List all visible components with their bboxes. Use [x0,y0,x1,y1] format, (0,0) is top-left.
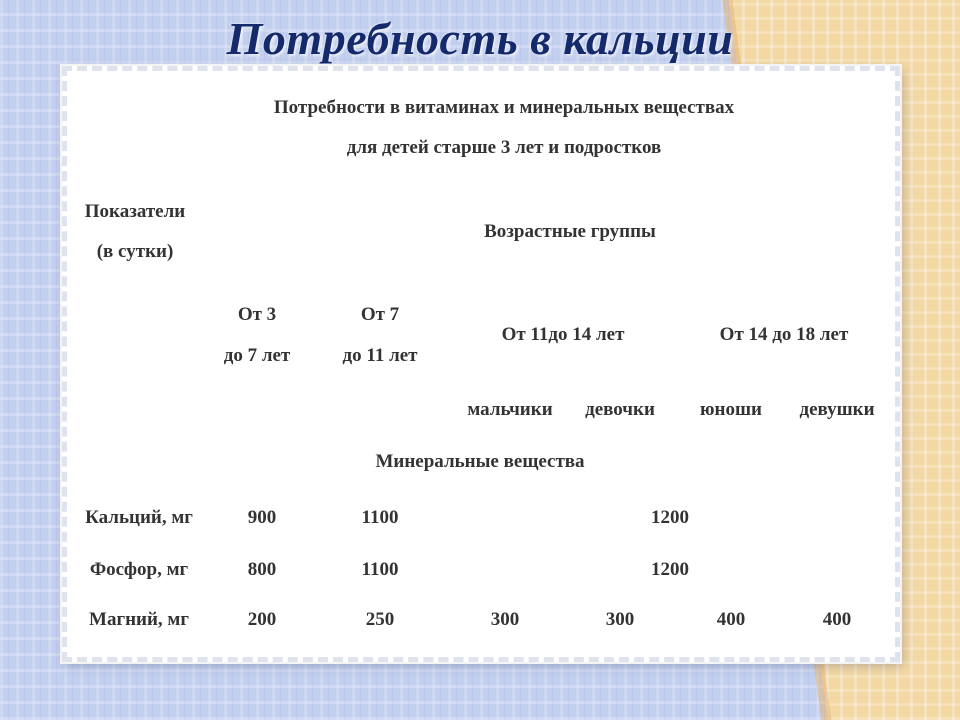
row-label-phosphorus: Фосфор, мг [89,559,189,580]
cell-phosphorus-7-11: 1100 [361,559,399,580]
minerals-header: Минеральные вещества [375,451,585,472]
row-label-magnesium: Магний, мг [89,609,189,630]
header-girls: девочки [585,399,655,420]
age-14-18: От 14 до 18 лет [719,324,849,345]
cell-magnesium-girls: 300 [605,609,635,630]
slide-title: Потребность в кальции [226,13,734,64]
table-caption-line2: для детей старше 3 лет и подростков [346,137,662,158]
cell-magnesium-7-11: 250 [365,609,395,630]
header-boys: мальчики [467,399,553,420]
age-groups-header: Возрастные группы [484,221,656,242]
cell-magnesium-boys: 300 [490,609,520,630]
indicator-header-line1: Показатели [84,201,186,222]
indicator-header-line2: (в сутки) [96,241,174,262]
age-11-14: От 11до 14 лет [501,324,625,345]
cell-phosphorus-3-7: 800 [247,559,277,580]
cell-magnesium-youths: 400 [716,609,746,630]
age-7-11-line2: до 11 лет [342,345,418,366]
table-caption-line1: Потребности в витаминах и минеральных веществах [273,97,735,118]
cell-phosphorus-11-18: 1200 [651,559,689,580]
cell-calcium-3-7: 900 [247,507,277,528]
row-label-calcium: Кальций, мг [85,507,193,528]
cell-magnesium-3-7: 200 [247,609,277,630]
cell-magnesium-young-women: 400 [822,609,852,630]
header-young-women: девушки [799,399,875,420]
cell-calcium-7-11: 1100 [361,507,399,528]
age-3-7-line2: до 7 лет [223,345,291,366]
age-7-11-line1: От 7 [360,304,400,325]
header-youths: юноши [700,399,762,420]
cell-calcium-11-18: 1200 [651,507,689,528]
age-3-7-line1: От 3 [237,304,277,325]
